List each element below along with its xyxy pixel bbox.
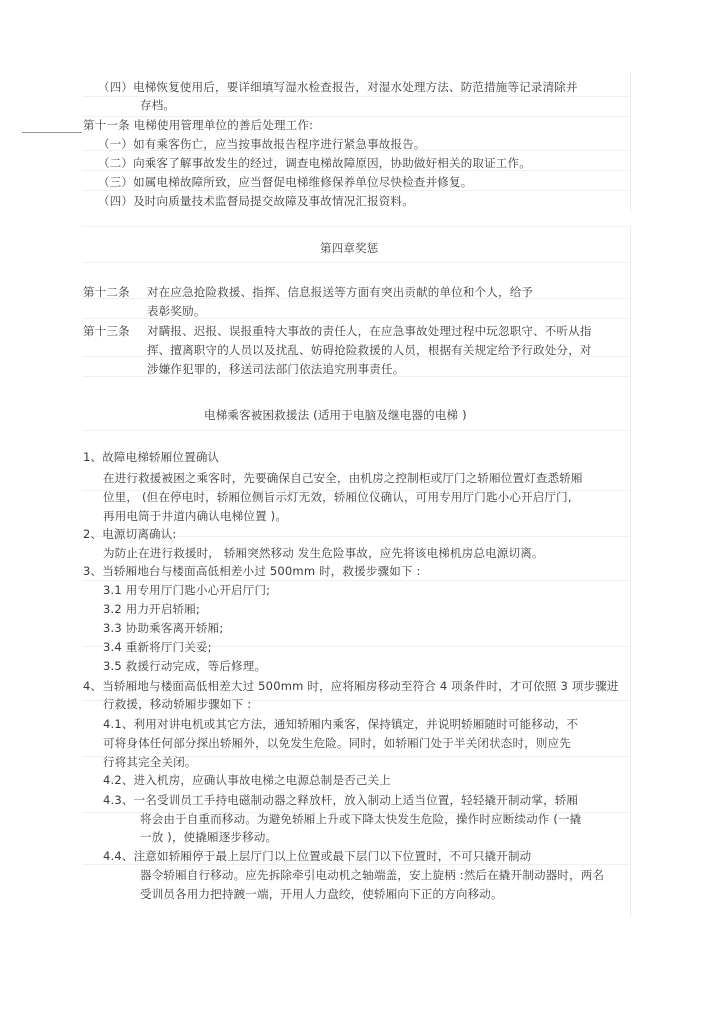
rescue-step-4-4-line3: 受训员各用力把持踱一端，开用人力盘绞，使轿厢向下正的方向移动。 <box>140 887 503 901</box>
section11-cont4-line2: 存档。 <box>140 98 176 112</box>
rescue-step-1-line3: 再用电筒于井道内确认电梯位置 )。 <box>103 509 288 523</box>
ruled-line <box>82 580 630 581</box>
article-11-item-1: （一）如有乘客伤亡，应当按事故报告程序进行紧急事故报告。 <box>98 137 426 151</box>
rescue-step-2-line1: 为防止在进行救援时， 轿厢突然移动 发生危险事故，应先将该电梯机房总电源切离。 <box>103 546 544 560</box>
ruled-line <box>82 190 630 191</box>
rescue-step-4-3-line2: 将会由于自重而移动。为避免轿厢上升或下降太快发生危险，操作时应断续动作 (一撬 <box>140 812 582 826</box>
rescue-step-4-4-line2: 器令轿厢自行移动。应先拆除牵引电动机之轴端盖，安上旋柄 :然后在撬开制动器时，两名 <box>140 868 605 882</box>
rescue-step-4-title-line2: 行救援，移动轿厢步骤如下 : <box>103 697 252 711</box>
rescue-step-3-4: 3.4 重新将厅门关妥; <box>103 640 212 654</box>
article-12-line2: 表彰奖励。 <box>147 304 206 318</box>
article-12-label: 第十二条 <box>83 285 130 299</box>
rescue-step-1-line2: 位里， (但在停电时，轿厢位侧旨示灯无效，轿厢位仪确认，可用专用厅门匙小心开启厅门, <box>103 490 572 504</box>
article-13-label: 第十三条 <box>83 324 130 338</box>
article-11-item-3: （三）如属电梯故障所致，应当督促电梯维修保养单位尽快检查并修复。 <box>98 175 473 189</box>
rescue-step-3-2: 3.2 用力开启轿厢; <box>103 602 201 616</box>
article-13-line3: 涉嫌作犯罪的，移送司法部门依法追究刑事责任。 <box>147 362 405 376</box>
section11-cont4-line1: （四）电梯恢复使用后，要详细填写湿水检查报告，对湿水处理方法、防范措施等记录清除并 <box>98 80 578 94</box>
rescue-step-3-3: 3.3 协助乘客离开轿厢; <box>103 621 224 635</box>
article-13-line1: 对瞒报、迟报、误报重特大事故的责任人，在应急事故处理过程中玩忽职守、不听从指 <box>147 324 592 338</box>
rescue-step-2-title: 2、电源切离确认: <box>83 527 177 541</box>
rescue-title: 电梯乘客被困救援法 (适用于电脑及继电器的电梯 ) <box>204 408 467 422</box>
rescue-step-3-1: 3.1 用专用厅门匙小心开启厅门; <box>103 583 271 597</box>
ruled-line <box>82 262 630 263</box>
rescue-step-4-4-line1: 4.4、注意如轿厢停于最上层厅门以上位置或最下层门以下位置时，不可只撬开制动 <box>103 849 532 863</box>
margin-underline <box>22 132 82 133</box>
article-13-line2: 挥、擅离职守的人员以及扰乱、妨碍抢险救援的人员，根据有关规定给予行政处分，对 <box>147 343 592 357</box>
article-11-item-4: （四）及时向质量技术监督局提交故障及事故情况汇报资料。 <box>98 194 414 208</box>
chapter-4-title: 第四章奖惩 <box>320 241 379 255</box>
rescue-step-1-line1: 在进行救援被困之乘客时，先要确保自己安全，由机房之控制柜或厅门之轿厢位置灯查悉轿厢 <box>103 471 583 485</box>
rescue-step-4-2: 4.2、进入机房，应确认事故电梯之电源总制是否己关上 <box>103 773 391 787</box>
rescue-step-3-5: 3.5 救援行动完成，等后修理。 <box>103 659 267 673</box>
rescue-step-4-3-line3: 一放 )，使撬厢逐步移动。 <box>140 830 278 844</box>
rescue-step-4-3-line1: 4.3、一名受训员工手持电磁制动器之释放杆，放入制动上适当位置，轻轻撬开制动掌，轿厢 <box>103 793 579 807</box>
rescue-step-3-title: 3、当轿厢地台与楼面高低相差小过 500mm 时，救援步骤如下 : <box>83 564 421 578</box>
ruled-line <box>82 864 630 865</box>
article-12-line1: 对在应急抢险救援、指挥、信息报送等方面有突出贡献的单位和个人，给予 <box>147 285 534 299</box>
ruled-line <box>82 430 630 431</box>
rescue-step-1-title: 1、故障电梯轿厢位置确认 <box>83 450 220 464</box>
rescue-step-4-1-line3: 行将其完全关闭。 <box>103 755 197 769</box>
rescue-step-4-1-line1: 4.1、利用对讲电机或其它方法，通知轿厢内乘客，保持镇定，并说明轿厢随时可能移动，不 <box>103 717 579 731</box>
article-11-item-2: （二）向乘客了解事故发生的经过，调查电梯故障原因，协助做好相关的取证工作。 <box>98 156 531 170</box>
article-11-title: 第十一条 电梯使用管理单位的善后处理工作: <box>83 118 314 132</box>
rescue-step-4-1-line2: 可将身体任何部分探出轿厢外，以免发生危险。同时，如轿厢门处于半关闭状态时，则应先 <box>103 736 571 750</box>
rescue-step-4-title-line1: 4、当轿厢地与楼面高低相差大过 500mm 时，应将厢房移动至符合 4 项条件时，才可依照 3 项步骤进 <box>83 679 619 693</box>
